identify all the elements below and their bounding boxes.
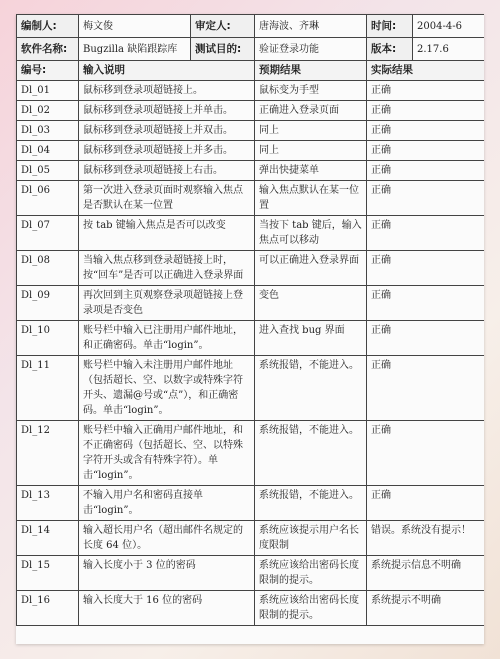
- case-expected: 系统应该给出密码长度限制的提示。: [255, 556, 367, 591]
- case-input: 鼠标移到登录项超链接上并双击。: [79, 121, 255, 141]
- table-row: [17, 421, 485, 486]
- case-actual: 正确: [367, 101, 485, 121]
- table-row: [17, 286, 485, 321]
- table-row: [17, 251, 485, 286]
- table-row: [17, 556, 485, 591]
- date-value: 2004-4-6: [413, 15, 485, 38]
- case-actual: 正确: [367, 161, 485, 181]
- table-row: [17, 121, 485, 141]
- case-input: 第一次进入登录页面时观察输入焦点是否默认在某一位置: [79, 181, 255, 216]
- table-row: [17, 521, 485, 556]
- case-expected: 当按下 tab 键后，输入焦点可以移动: [255, 216, 367, 251]
- version-label: 版本:: [367, 38, 413, 61]
- table-row: [17, 486, 485, 521]
- case-actual: 正确: [367, 321, 485, 356]
- case-id: Dl_13: [17, 486, 79, 521]
- case-expected: 系统应该提示用户名长度限制: [255, 521, 367, 556]
- case-id: Dl_02: [17, 101, 79, 121]
- case-actual: 系统提示信息不明确: [367, 556, 485, 591]
- case-id: Dl_07: [17, 216, 79, 251]
- case-actual: 正确: [367, 81, 485, 101]
- case-id: Dl_16: [17, 591, 79, 626]
- case-input: 当输入焦点移到登录超链接上时，按“回车”是否可以正确进入登录界面: [79, 251, 255, 286]
- column-header-actual: 实际结果: [367, 61, 485, 81]
- meta-row-1: [17, 15, 485, 38]
- case-actual: 正确: [367, 216, 485, 251]
- case-input: 输入超长用户名（超出邮件名规定的长度 64 位）。: [79, 521, 255, 556]
- case-input: 鼠标移到登录项超链接上并单击。: [79, 101, 255, 121]
- case-expected: 鼠标变为手型: [255, 81, 367, 101]
- case-id: Dl_11: [17, 356, 79, 421]
- case-input: 再次回到主页观察登录项超链接上登录项是否变色: [79, 286, 255, 321]
- author-value: 梅文俊: [79, 15, 191, 38]
- case-expected: 弹出快捷菜单: [255, 161, 367, 181]
- software-label: 软件名称:: [17, 38, 79, 61]
- case-expected: 同上: [255, 141, 367, 161]
- case-input: 鼠标移到登录项超链接上右击。: [79, 161, 255, 181]
- table-row: [17, 101, 485, 121]
- meta-row-2: [17, 38, 485, 61]
- case-expected: 正确进入登录页面: [255, 101, 367, 121]
- column-header-id: 编号:: [17, 61, 79, 81]
- test-case-table: [16, 14, 484, 626]
- case-actual: 正确: [367, 121, 485, 141]
- reviewer-value: 唐海波、齐琳: [255, 15, 367, 38]
- software-value: Bugzilla 缺陷跟踪库: [79, 38, 191, 61]
- case-actual: 正确: [367, 251, 485, 286]
- column-header-row: [17, 61, 485, 81]
- date-label: 时间:: [367, 15, 413, 38]
- case-id: Dl_12: [17, 421, 79, 486]
- column-header-input: 输入说明: [79, 61, 255, 81]
- case-expected: 系统报错，不能进入。: [255, 421, 367, 486]
- case-input: 不输入用户名和密码直接单击“login”。: [79, 486, 255, 521]
- case-actual: 系统提示不明确: [367, 591, 485, 626]
- case-input: 账号栏中输入未注册用户邮件地址（包括超长、空、以数字或特殊字符开头、遗漏@号或“点”），和正确密码。单击“login”。: [79, 356, 255, 421]
- reviewer-label: 审定人:: [191, 15, 255, 38]
- table-row: [17, 81, 485, 101]
- case-expected: 系统报错，不能进入。: [255, 356, 367, 421]
- case-input: 鼠标移到登录项超链接上并多击。: [79, 141, 255, 161]
- case-input: 输入长度小于 3 位的密码: [79, 556, 255, 591]
- case-expected: 输入焦点默认在某一位置: [255, 181, 367, 216]
- case-id: Dl_14: [17, 521, 79, 556]
- case-expected: 进入查找 bug 界面: [255, 321, 367, 356]
- column-header-expected: 预期结果: [255, 61, 367, 81]
- case-id: Dl_09: [17, 286, 79, 321]
- table-row: [17, 321, 485, 356]
- case-id: Dl_06: [17, 181, 79, 216]
- purpose-value: 验证登录功能: [255, 38, 367, 61]
- case-actual: 正确: [367, 421, 485, 486]
- case-id: Dl_05: [17, 161, 79, 181]
- case-expected: 系统应该给出密码长度限制的提示。: [255, 591, 367, 626]
- case-expected: 变色: [255, 286, 367, 321]
- case-expected: 同上: [255, 121, 367, 141]
- case-id: Dl_01: [17, 81, 79, 101]
- table-row: [17, 356, 485, 421]
- case-input: 输入长度大于 16 位的密码: [79, 591, 255, 626]
- case-id: Dl_08: [17, 251, 79, 286]
- test-case-document: [16, 14, 484, 644]
- case-input: 账号栏中输入正确用户邮件地址，和不正确密码（包括超长、空、以特殊字符开头或含有特殊字符）。单击“login”。: [79, 421, 255, 486]
- table-row: [17, 181, 485, 216]
- case-actual: 正确: [367, 181, 485, 216]
- case-input: 账号栏中输入已注册用户邮件地址，和正确密码。单击“login”。: [79, 321, 255, 356]
- case-actual: 正确: [367, 141, 485, 161]
- case-actual: 正确: [367, 356, 485, 421]
- case-id: Dl_03: [17, 121, 79, 141]
- case-actual: 错误。系统没有提示！: [367, 521, 485, 556]
- test-case-rows: [17, 81, 485, 626]
- table-row: [17, 216, 485, 251]
- purpose-label: 测试目的:: [191, 38, 255, 61]
- table-row: [17, 591, 485, 626]
- case-id: Dl_04: [17, 141, 79, 161]
- table-row: [17, 141, 485, 161]
- case-id: Dl_10: [17, 321, 79, 356]
- case-id: Dl_15: [17, 556, 79, 591]
- case-input: 按 tab 键输入焦点是否可以改变: [79, 216, 255, 251]
- case-actual: 正确: [367, 486, 485, 521]
- case-actual: 正确: [367, 286, 485, 321]
- version-value: 2.17.6: [413, 38, 485, 61]
- author-label: 编制人:: [17, 15, 79, 38]
- case-expected: 系统报错，不能进入。: [255, 486, 367, 521]
- table-row: [17, 161, 485, 181]
- case-expected: 可以正确进入登录界面: [255, 251, 367, 286]
- case-input: 鼠标移到登录项超链接上。: [79, 81, 255, 101]
